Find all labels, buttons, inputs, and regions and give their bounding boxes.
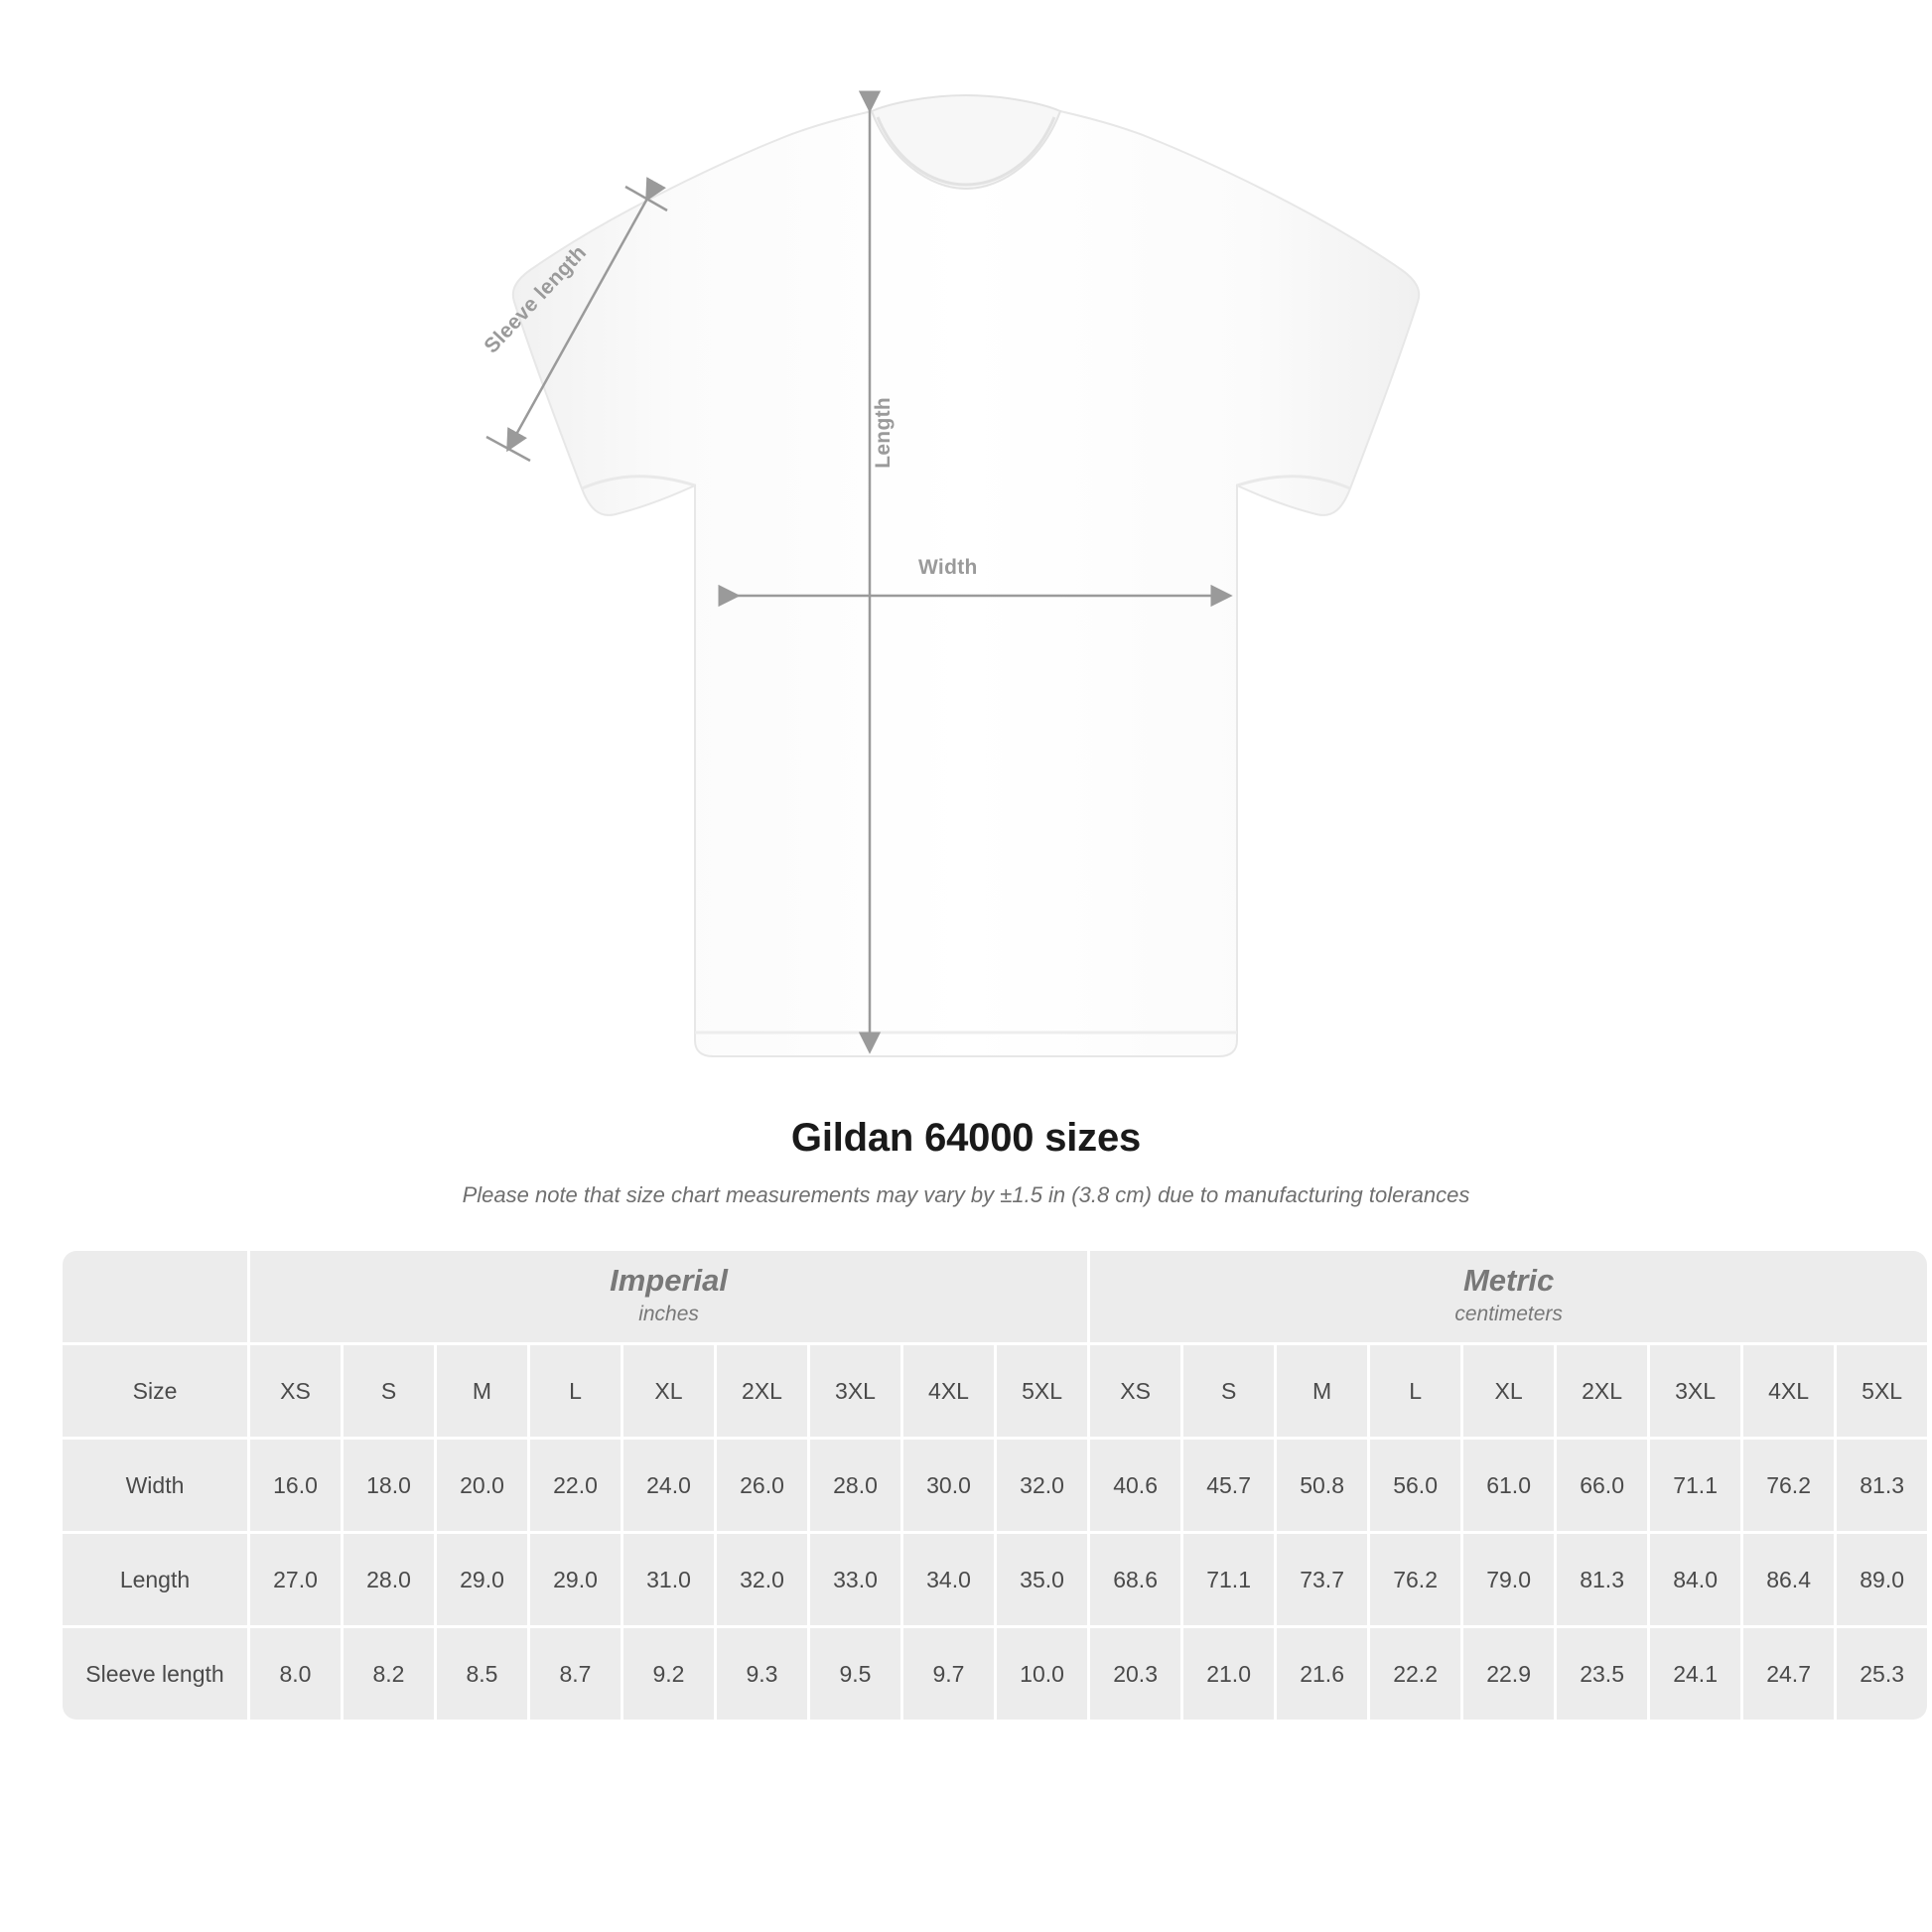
cell-sleeve-length: 22.2 xyxy=(1370,1628,1460,1720)
sleeve-tick-bottom xyxy=(486,437,530,461)
page-title: Gildan 64000 sizes xyxy=(790,1116,1142,1160)
cell-length: 76.2 xyxy=(1370,1534,1460,1625)
table-row-units xyxy=(63,1251,1927,1342)
unit-group-metric xyxy=(1090,1251,1927,1342)
unit-sub-metric: centimeters xyxy=(1454,1303,1563,1326)
cell-length: 31.0 xyxy=(623,1534,714,1625)
cell-sleeve-length: 22.9 xyxy=(1463,1628,1554,1720)
size-header-cell: 5XL xyxy=(1837,1345,1927,1437)
length-label: Length xyxy=(872,397,895,469)
unit-system-imperial: Imperial xyxy=(610,1263,728,1299)
cell-length: 33.0 xyxy=(810,1534,900,1625)
cell-sleeve-length: 8.0 xyxy=(250,1628,341,1720)
unit-row-corner xyxy=(63,1251,247,1342)
cell-length: 86.4 xyxy=(1743,1534,1834,1625)
size-header-cell: 3XL xyxy=(1650,1345,1740,1437)
cell-length: 84.0 xyxy=(1650,1534,1740,1625)
cell-width: 45.7 xyxy=(1183,1440,1274,1531)
size-header-cell: L xyxy=(1370,1345,1460,1437)
cell-width: 66.0 xyxy=(1557,1440,1647,1531)
cell-width: 28.0 xyxy=(810,1440,900,1531)
size-table-wrapper xyxy=(60,1248,1904,1723)
unit-group-imperial xyxy=(250,1251,1087,1342)
cell-width: 56.0 xyxy=(1370,1440,1460,1531)
cell-length: 73.7 xyxy=(1277,1534,1367,1625)
size-header-cell: S xyxy=(344,1345,434,1437)
width-label: Width xyxy=(918,556,978,579)
tolerance-note: Please note that size chart measurements may vary by ±1.5 in (3.8 cm) due to manufacturing tolerances xyxy=(462,1182,1470,1207)
table-row xyxy=(63,1440,1927,1531)
cell-width: 76.2 xyxy=(1743,1440,1834,1531)
cell-length: 35.0 xyxy=(997,1534,1087,1625)
cell-length: 34.0 xyxy=(903,1534,994,1625)
cell-length: 71.1 xyxy=(1183,1534,1274,1625)
cell-sleeve-length: 8.5 xyxy=(437,1628,527,1720)
row-label-width: Width xyxy=(63,1440,247,1531)
size-header-cell: XS xyxy=(1090,1345,1180,1437)
cell-length: 79.0 xyxy=(1463,1534,1554,1625)
cell-length: 28.0 xyxy=(344,1534,434,1625)
cell-length: 29.0 xyxy=(530,1534,621,1625)
table-row-sizes xyxy=(63,1345,1927,1437)
cell-width: 81.3 xyxy=(1837,1440,1927,1531)
cell-sleeve-length: 9.2 xyxy=(623,1628,714,1720)
size-table xyxy=(60,1248,1930,1723)
cell-width: 22.0 xyxy=(530,1440,621,1531)
unit-system-metric: Metric xyxy=(1462,1263,1555,1299)
chart-heading xyxy=(0,1116,1932,1208)
size-header-cell: XL xyxy=(623,1345,714,1437)
size-header-cell: XS xyxy=(250,1345,341,1437)
cell-sleeve-length: 9.3 xyxy=(717,1628,807,1720)
size-header-cell: L xyxy=(530,1345,621,1437)
size-header-cell: M xyxy=(1277,1345,1367,1437)
row-label-sleeve-length: Sleeve length xyxy=(63,1628,247,1720)
table-row xyxy=(63,1628,1927,1720)
cell-length: 32.0 xyxy=(717,1534,807,1625)
size-header-cell: 4XL xyxy=(1743,1345,1834,1437)
cell-length: 27.0 xyxy=(250,1534,341,1625)
cell-sleeve-length: 9.7 xyxy=(903,1628,994,1720)
cell-width: 32.0 xyxy=(997,1440,1087,1531)
cell-width: 40.6 xyxy=(1090,1440,1180,1531)
cell-sleeve-length: 24.7 xyxy=(1743,1628,1834,1720)
cell-width: 30.0 xyxy=(903,1440,994,1531)
cell-length: 81.3 xyxy=(1557,1534,1647,1625)
cell-sleeve-length: 20.3 xyxy=(1090,1628,1180,1720)
size-header-cell: XL xyxy=(1463,1345,1554,1437)
cell-sleeve-length: 9.5 xyxy=(810,1628,900,1720)
sleeve-length-label: Sleeve length xyxy=(480,240,592,358)
cell-width: 16.0 xyxy=(250,1440,341,1531)
cell-sleeve-length: 8.7 xyxy=(530,1628,621,1720)
cell-width: 61.0 xyxy=(1463,1440,1554,1531)
table-row xyxy=(63,1534,1927,1625)
unit-sub-imperial: inches xyxy=(638,1303,699,1326)
cell-width: 26.0 xyxy=(717,1440,807,1531)
size-row-label: Size xyxy=(63,1345,247,1437)
cell-sleeve-length: 24.1 xyxy=(1650,1628,1740,1720)
cell-sleeve-length: 21.0 xyxy=(1183,1628,1274,1720)
size-header-cell: 5XL xyxy=(997,1345,1087,1437)
cell-length: 29.0 xyxy=(437,1534,527,1625)
cell-length: 68.6 xyxy=(1090,1534,1180,1625)
cell-sleeve-length: 8.2 xyxy=(344,1628,434,1720)
cell-width: 24.0 xyxy=(623,1440,714,1531)
cell-width: 20.0 xyxy=(437,1440,527,1531)
size-header-cell: 2XL xyxy=(717,1345,807,1437)
cell-sleeve-length: 25.3 xyxy=(1837,1628,1927,1720)
size-header-cell: M xyxy=(437,1345,527,1437)
cell-width: 71.1 xyxy=(1650,1440,1740,1531)
cell-width: 18.0 xyxy=(344,1440,434,1531)
size-header-cell: 4XL xyxy=(903,1345,994,1437)
row-label-length: Length xyxy=(63,1534,247,1625)
cell-length: 89.0 xyxy=(1837,1534,1927,1625)
size-header-cell: 3XL xyxy=(810,1345,900,1437)
size-header-cell: S xyxy=(1183,1345,1274,1437)
size-header-cell: 2XL xyxy=(1557,1345,1647,1437)
cell-sleeve-length: 23.5 xyxy=(1557,1628,1647,1720)
cell-sleeve-length: 10.0 xyxy=(997,1628,1087,1720)
cell-width: 50.8 xyxy=(1277,1440,1367,1531)
cell-sleeve-length: 21.6 xyxy=(1277,1628,1367,1720)
